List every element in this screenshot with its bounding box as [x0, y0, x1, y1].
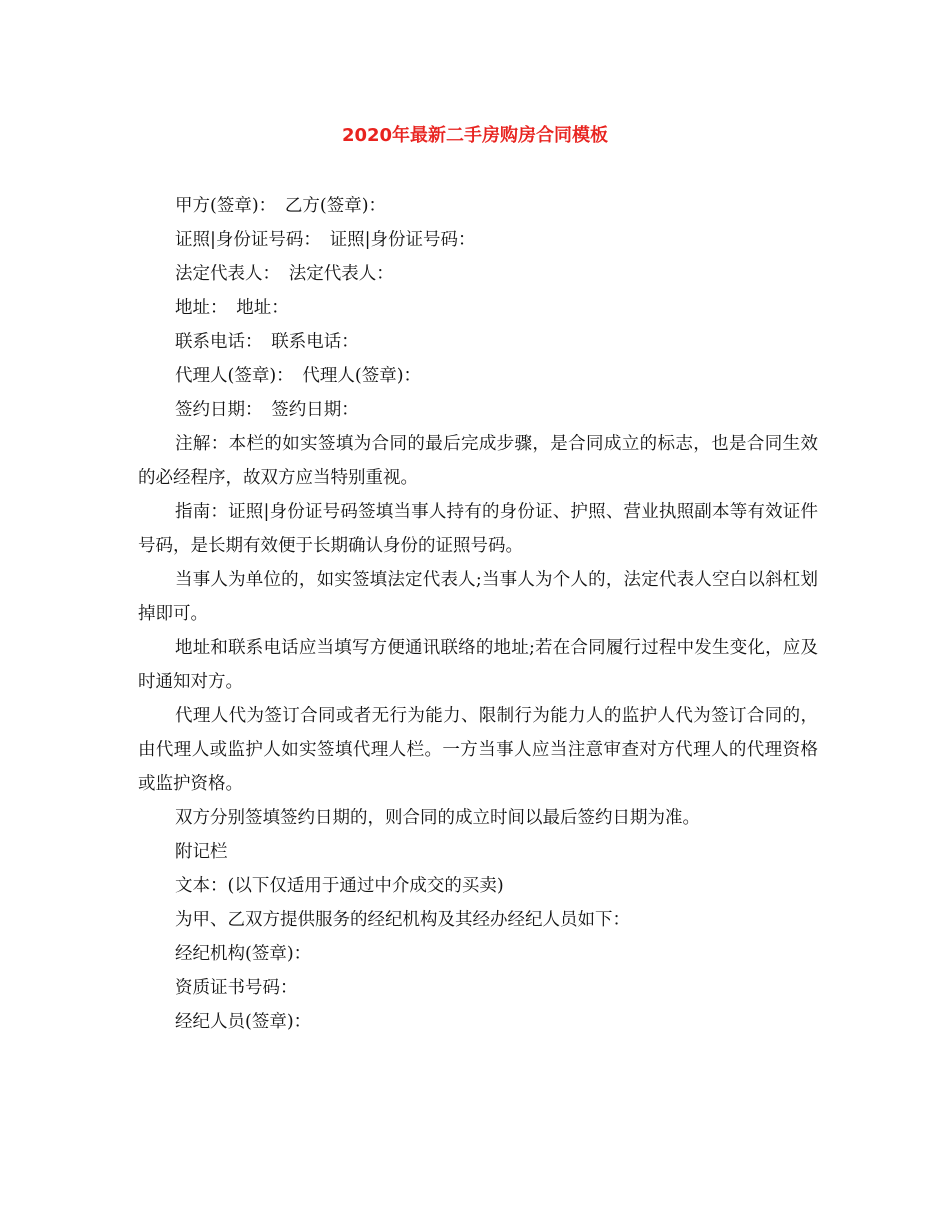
text-note-line: 文本：(以下仅适用于通过中介成交的买卖) [175, 876, 504, 896]
address-line: 地址： 地址： [175, 298, 289, 318]
note-paragraph: 注解：本栏的如实签填为合同的最后完成步骤，是合同成立的标志，也是合同生效的必经程序，故双方应当特别重视。 [138, 434, 818, 488]
address-phone-paragraph: 地址和联系电话应当填写方便通讯联络的地址;若在合同履行过程中发生变化，应及时通知对方。 [138, 638, 818, 692]
phone-line: 联系电话： 联系电话： [175, 332, 359, 352]
guide-paragraph: 指南：证照|身份证号码签填当事人持有的身份证、护照、营业执照副本等有效证件号码，是长期有效便于长期确认身份的证照号码。 [138, 502, 818, 556]
signing-date-line: 签约日期： 签约日期： [175, 400, 359, 420]
legal-representative-line: 法定代表人： 法定代表人： [175, 264, 394, 284]
agent-paragraph: 代理人代为签订合同或者无行为能力、限制行为能力人的监护人代为签订合同的，由代理人或监护人如实签填代理人栏。一方当事人应当注意审查对方代理人的代理资格或监护资格。 [138, 706, 818, 794]
appendix-heading: 附记栏 [175, 842, 228, 862]
party-type-paragraph: 当事人为单位的，如实签填法定代表人;当事人为个人的，法定代表人空白以斜杠划掉即可。 [138, 570, 818, 624]
party-signature-line: 甲方(签章)： 乙方(签章)： [175, 196, 387, 216]
certificate-number-line: 资质证书号码： [175, 978, 298, 998]
agent-signature-line: 代理人(签章)： 代理人(签章)： [175, 366, 422, 386]
document-body [138, 189, 818, 1039]
id-number-line: 证照|身份证号码： 证照|身份证号码： [175, 230, 476, 250]
document-title: 2020年最新二手房购房合同模板 [341, 125, 609, 146]
signing-date-paragraph: 双方分别签填签约日期的，则合同的成立时间以最后签约日期为准。 [175, 808, 700, 828]
broker-intro-line: 为甲、乙双方提供服务的经纪机构及其经办经纪人员如下： [175, 910, 630, 930]
broker-person-line: 经纪人员(签章)： [175, 1012, 312, 1032]
broker-agency-line: 经纪机构(签章)： [175, 944, 312, 964]
